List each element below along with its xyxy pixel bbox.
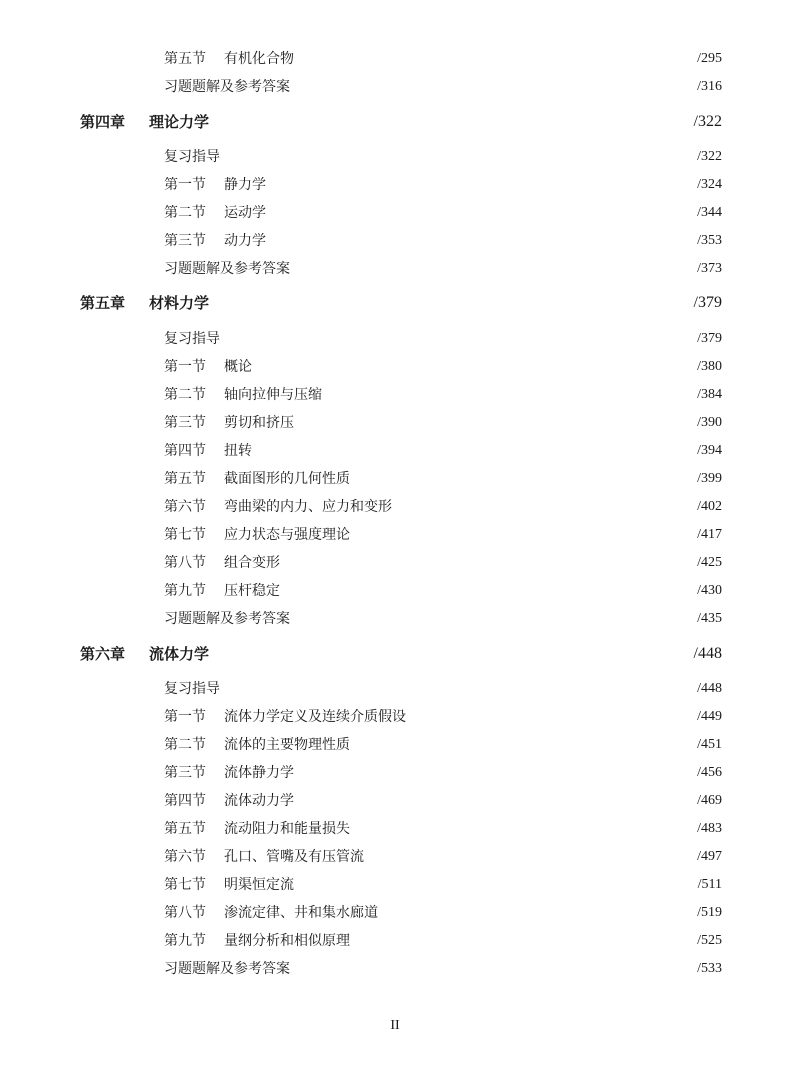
toc-entry-row xyxy=(0,787,790,815)
toc-entry-row xyxy=(0,143,790,171)
page-reference: /451 xyxy=(697,737,722,752)
toc-chapter-row xyxy=(0,640,790,668)
toc-entry-row xyxy=(0,521,790,549)
section-number: 第四节 xyxy=(164,443,206,459)
entry-title: 习题题解及参考答案 xyxy=(164,961,290,977)
page-number: II xyxy=(390,1018,400,1033)
toc-entry-row xyxy=(0,675,790,703)
toc-entry-row xyxy=(0,605,790,633)
toc-entry-row xyxy=(0,815,790,843)
page-reference: /430 xyxy=(697,583,722,598)
toc-entry-row xyxy=(0,759,790,787)
entry-title: 流体力学定义及连续介质假设 xyxy=(224,709,406,725)
page-reference: /483 xyxy=(697,821,722,836)
page-reference: /469 xyxy=(697,793,722,808)
toc-entry-row xyxy=(0,899,790,927)
section-number: 第八节 xyxy=(164,555,206,571)
chapter-title: 理论力学 xyxy=(149,113,210,131)
page-reference: /379 xyxy=(697,331,722,346)
entry-title: 剪切和挤压 xyxy=(224,415,294,431)
entry-title: 轴向拉伸与压缩 xyxy=(224,387,322,403)
page-reference: /448 xyxy=(697,681,722,696)
section-number: 第三节 xyxy=(164,765,206,781)
section-number: 第二节 xyxy=(164,737,206,753)
section-number: 第一节 xyxy=(164,359,206,375)
toc-entry-row xyxy=(0,703,790,731)
page-reference: /379 xyxy=(693,294,722,311)
chapter-number: 第四章 xyxy=(80,113,126,131)
entry-title: 静力学 xyxy=(224,177,266,193)
entry-title: 应力状态与强度理论 xyxy=(224,527,350,543)
toc-entry-row xyxy=(0,325,790,353)
toc-entry-row xyxy=(0,493,790,521)
page-reference: /399 xyxy=(697,471,722,486)
toc-entry-row xyxy=(0,227,790,255)
page-reference: /394 xyxy=(697,443,722,458)
section-number: 第三节 xyxy=(164,233,206,249)
page-reference: /353 xyxy=(697,233,722,248)
section-number: 第一节 xyxy=(164,709,206,725)
entry-title: 复习指导 xyxy=(164,149,220,165)
section-number: 第五节 xyxy=(164,471,206,487)
entry-title: 组合变形 xyxy=(224,555,280,571)
page-reference: /390 xyxy=(697,415,722,430)
toc-entry-row xyxy=(0,381,790,409)
section-number: 第七节 xyxy=(164,877,206,893)
toc-entry-row xyxy=(0,171,790,199)
page-reference: /456 xyxy=(697,765,722,780)
entry-title: 流体静力学 xyxy=(224,765,294,781)
entry-title: 复习指导 xyxy=(164,681,220,697)
entry-title: 运动学 xyxy=(224,205,266,221)
page-reference: /344 xyxy=(697,205,722,220)
toc-entry-row xyxy=(0,955,790,983)
section-number: 第五节 xyxy=(164,821,206,837)
entry-title: 习题题解及参考答案 xyxy=(164,611,290,627)
section-number: 第八节 xyxy=(164,905,206,921)
page-reference: /417 xyxy=(697,527,722,542)
section-number: 第五节 xyxy=(164,51,206,67)
entry-title: 概论 xyxy=(224,359,252,375)
toc-entry-row xyxy=(0,199,790,227)
entry-title: 明渠恒定流 xyxy=(224,877,294,893)
toc-entry-row xyxy=(0,549,790,577)
toc-entry-row xyxy=(0,255,790,283)
toc-chapter-row xyxy=(0,108,790,136)
entry-title: 流体的主要物理性质 xyxy=(224,737,350,753)
section-number: 第七节 xyxy=(164,527,206,543)
toc-entry-row xyxy=(0,73,790,101)
toc-entry-row xyxy=(0,465,790,493)
page-reference: /384 xyxy=(697,387,722,402)
page-reference: /322 xyxy=(693,113,722,130)
toc-entry-row xyxy=(0,437,790,465)
page-reference: /380 xyxy=(697,359,722,374)
toc-entry-row xyxy=(0,927,790,955)
toc-entry-row xyxy=(0,871,790,899)
toc-entry-row xyxy=(0,409,790,437)
section-number: 第六节 xyxy=(164,499,206,515)
page-reference: /316 xyxy=(697,79,722,94)
toc-entry-row xyxy=(0,577,790,605)
entry-title: 渗流定律、井和集水廊道 xyxy=(224,905,378,921)
entry-title: 量纲分析和相似原理 xyxy=(224,933,350,949)
entry-title: 弯曲梁的内力、应力和变形 xyxy=(224,499,392,515)
section-number: 第六节 xyxy=(164,849,206,865)
entry-title: 孔口、管嘴及有压管流 xyxy=(224,849,364,865)
toc-chapter-row xyxy=(0,289,790,317)
chapter-number: 第六章 xyxy=(80,645,126,663)
page-reference: /511 xyxy=(697,877,722,892)
page-reference: /373 xyxy=(697,261,722,276)
entry-title: 扭转 xyxy=(224,443,252,459)
page-reference: /295 xyxy=(697,51,722,66)
entry-title: 习题题解及参考答案 xyxy=(164,79,290,95)
entry-title: 动力学 xyxy=(224,233,266,249)
chapter-number: 第五章 xyxy=(80,294,126,312)
page-reference: /497 xyxy=(697,849,722,864)
page-reference: /519 xyxy=(697,905,722,920)
page-reference: /448 xyxy=(693,645,722,662)
entry-title: 流体动力学 xyxy=(224,793,294,809)
entry-title: 有机化合物 xyxy=(224,51,294,67)
page-reference: /425 xyxy=(697,555,722,570)
page-reference: /402 xyxy=(697,499,722,514)
section-number: 第三节 xyxy=(164,415,206,431)
toc-entry-row xyxy=(0,843,790,871)
page-reference: /449 xyxy=(697,709,722,724)
section-number: 第二节 xyxy=(164,387,206,403)
entry-title: 流动阻力和能量损失 xyxy=(224,821,350,837)
page-reference: /525 xyxy=(697,933,722,948)
toc-entry-row xyxy=(0,731,790,759)
chapter-title: 流体力学 xyxy=(149,645,210,663)
section-number: 第九节 xyxy=(164,933,206,949)
entry-title: 习题题解及参考答案 xyxy=(164,261,290,277)
section-number: 第四节 xyxy=(164,793,206,809)
chapter-title: 材料力学 xyxy=(149,294,210,312)
page-reference: /533 xyxy=(697,961,722,976)
page-reference: /435 xyxy=(697,611,722,626)
page-reference: /324 xyxy=(697,177,722,192)
entry-title: 压杆稳定 xyxy=(224,583,280,599)
entry-title: 截面图形的几何性质 xyxy=(224,471,350,487)
page-reference: /322 xyxy=(697,149,722,164)
section-number: 第九节 xyxy=(164,583,206,599)
section-number: 第一节 xyxy=(164,177,206,193)
section-number: 第二节 xyxy=(164,205,206,221)
entry-title: 复习指导 xyxy=(164,331,220,347)
toc-entry-row xyxy=(0,45,790,73)
toc-entry-row xyxy=(0,353,790,381)
